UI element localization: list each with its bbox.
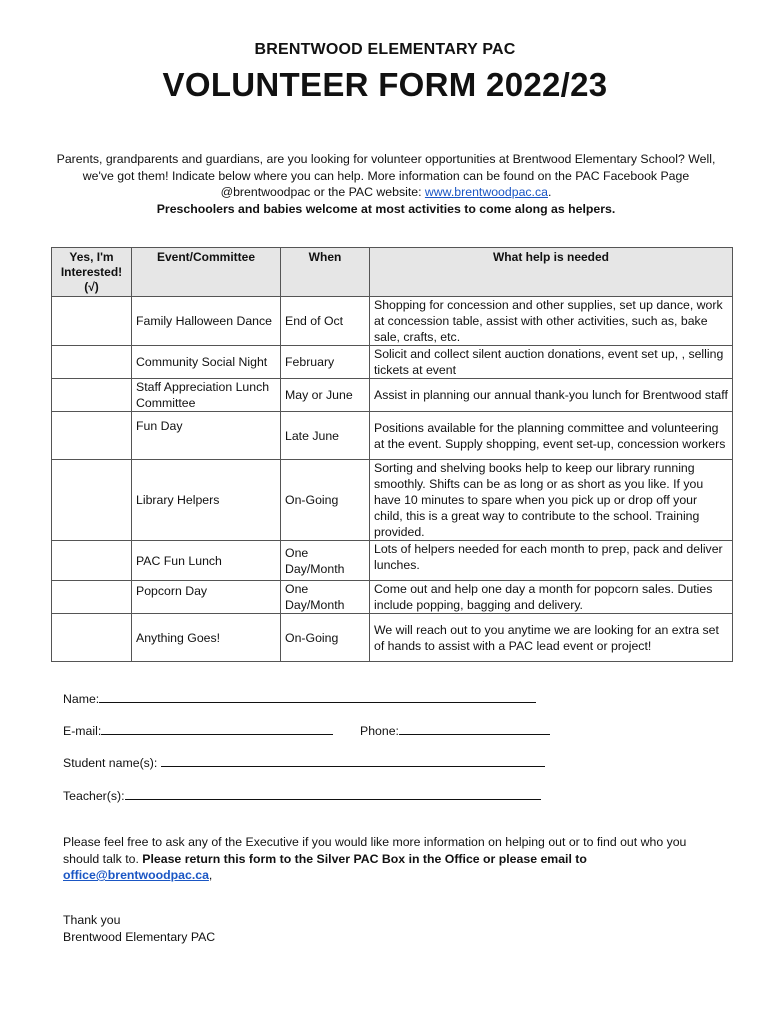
help-cell: Come out and help one day a month for popcorn sales. Duties include popping, bagging and delivery. (370, 581, 733, 614)
student-label: Student name(s): (63, 756, 161, 770)
intro-text: Parents, grandparents and guardians, are you looking for volunteer opportunities at Brentwood Elementary School? Well, we've got them! Indicate below where you can help. More information can be found on the PAC Facebook Page @brentwoodpac or the PAC website: (56, 152, 716, 199)
event-cell: PAC Fun Lunch (132, 541, 281, 581)
help-cell: Assist in planning our annual thank-you lunch for Brentwood staff (370, 379, 733, 412)
event-cell: Family Halloween Dance (132, 297, 281, 346)
website-link[interactable]: www.brentwoodpac.ca (424, 185, 548, 199)
email-field-row (63, 722, 333, 738)
interest-checkbox-cell[interactable] (52, 297, 132, 346)
header-help: What help is needed (370, 248, 733, 297)
intro-after-link: . (547, 185, 552, 199)
teacher-field[interactable] (125, 787, 541, 800)
name-field[interactable] (99, 690, 536, 703)
when-cell: May or June (281, 379, 370, 412)
phone-label: Phone: (360, 724, 399, 738)
table-row (52, 541, 733, 581)
name-field-row (63, 690, 536, 706)
header-interested: Yes, I'm Interested! (√) (52, 248, 132, 297)
header-event: Event/Committee (132, 248, 281, 297)
when-cell: End of Oct (281, 297, 370, 346)
email-link[interactable]: office@brentwoodpac.ca (63, 868, 209, 882)
interest-checkbox-cell[interactable] (52, 460, 132, 541)
signoff-text: Brentwood Elementary PAC (63, 929, 216, 944)
help-cell: Positions available for the planning committee and volunteering at the event. Supply shopping, event set-up, concession workers (370, 412, 733, 460)
help-cell: Shopping for concession and other supplies, set up dance, work at concession table, assist with other activities, such as, bake sale, crafts, etc. (370, 297, 733, 346)
help-cell: Solicit and collect silent auction donations, event set up, , selling tickets at event (370, 346, 733, 379)
event-cell: Anything Goes! (132, 614, 281, 662)
interest-checkbox-cell[interactable] (52, 379, 132, 412)
phone-field[interactable] (399, 722, 550, 735)
phone-field-row (360, 722, 550, 738)
teacher-field-row (63, 787, 541, 803)
email-field[interactable] (101, 722, 333, 735)
name-label: Name: (63, 692, 100, 706)
when-cell: Late June (281, 412, 370, 460)
form-title: VOLUNTEER FORM 2022/23 (162, 66, 608, 103)
closing-paragraph (63, 834, 713, 884)
thank-you-text: Thank you (63, 913, 121, 927)
when-cell: One Day/Month (281, 541, 370, 581)
event-cell: Community Social Night (132, 346, 281, 379)
intro-paragraph (50, 151, 722, 217)
closing-text: Please feel free to ask any of the Executive if you would like more information on helping out or to find out who you should talk to. (63, 835, 687, 866)
event-cell: Popcorn Day (132, 581, 281, 614)
volunteer-table (51, 247, 733, 662)
event-cell: Fun Day (132, 412, 281, 460)
interest-checkbox-cell[interactable] (52, 412, 132, 460)
event-cell: Library Helpers (132, 460, 281, 541)
signoff-block (63, 912, 215, 945)
table-row (52, 412, 733, 460)
interest-checkbox-cell[interactable] (52, 541, 132, 581)
when-cell: February (281, 346, 370, 379)
student-field-row (63, 754, 545, 770)
when-cell: On-Going (281, 460, 370, 541)
help-cell: Lots of helpers needed for each month to prep, pack and deliver lunches. (370, 541, 733, 581)
interest-checkbox-cell[interactable] (52, 614, 132, 662)
intro-bold-note: Preschoolers and babies welcome at most activities to come along as helpers. (156, 201, 616, 216)
closing-bold: Please return this form to the Silver PAC Box in the Office or please email to (142, 851, 587, 866)
table-row (52, 581, 733, 614)
teacher-label: Teacher(s): (63, 789, 125, 803)
table-row (52, 297, 733, 346)
interest-checkbox-cell[interactable] (52, 346, 132, 379)
table-row (52, 379, 733, 412)
header-when: When (281, 248, 370, 297)
student-field[interactable] (161, 754, 545, 767)
table-row (52, 614, 733, 662)
table-header-row (52, 248, 733, 297)
organization-heading: BRENTWOOD ELEMENTARY PAC (254, 41, 516, 58)
when-cell: On-Going (281, 614, 370, 662)
help-cell: Sorting and shelving books help to keep our library running smoothly. Shifts can be as long or as short as you like. If you have 10 minutes to spare when you pick up or drop off your child, this is a great way to contribute to the school. Training provided. (370, 460, 733, 541)
table-row (52, 460, 733, 541)
help-cell: We will reach out to you anytime we are looking for an extra set of hands to assist with a PAC lead event or project! (370, 614, 733, 662)
table-row (52, 346, 733, 379)
when-cell: One Day/Month (281, 581, 370, 614)
closing-after: , (208, 868, 213, 882)
interest-checkbox-cell[interactable] (52, 581, 132, 614)
event-cell: Staff Appreciation Lunch Committee (132, 379, 281, 412)
email-label: E-mail: (63, 724, 102, 738)
